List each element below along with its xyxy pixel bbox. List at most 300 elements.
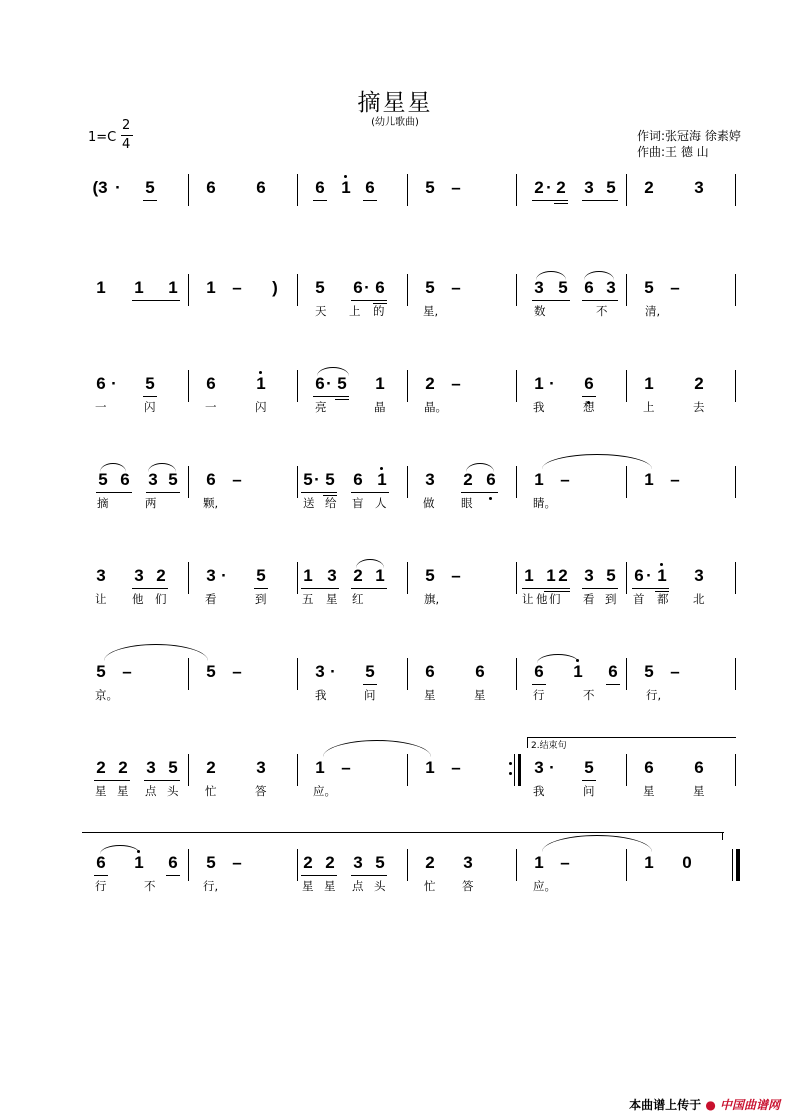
high-octave-dot [137,850,140,853]
barline [516,658,517,690]
note: 5 [558,278,568,297]
note: 1 [303,566,313,585]
lyric: 京。 [95,688,118,702]
lyric: 五 [302,592,314,606]
note: 1 [534,374,544,393]
lyric: 问 [583,784,595,798]
beam [582,300,618,301]
lyric: 让 [522,592,534,606]
barline [407,562,408,594]
time-signature-line [121,135,133,136]
repeat-barline [518,754,521,786]
lyric: 我 [533,400,545,414]
lyric: 行 [95,879,107,893]
note: 6 [534,662,544,681]
high-octave-dot [344,175,347,178]
barline [516,174,517,206]
note: 6 [96,853,106,872]
beam [606,684,620,685]
note: 5 [256,566,266,585]
lyric: 答 [462,879,474,893]
beam [254,588,268,589]
barline [188,274,189,306]
lyric: 忙 [205,784,217,798]
lyric: 星 [95,784,107,798]
song-title: 摘星星 [357,90,433,116]
note: 5 [168,758,178,777]
note: 5 [145,178,155,197]
note: 6 [353,470,363,489]
beam [143,200,157,201]
note-dot: · [646,566,652,585]
lyric: 眼 [461,496,473,510]
note: 6 [353,278,363,297]
lyric: 星, [423,304,439,318]
note: 6 [584,374,594,393]
lyric: 行, [646,688,662,702]
beam [351,492,389,493]
note: 3 [584,178,594,197]
beam [335,399,349,400]
lyric: 盲 [352,496,364,510]
note: 1 [206,278,216,297]
note: 5 [145,374,155,393]
note: 6 [315,374,325,393]
lyric: 清, [645,304,661,318]
note: 1 [534,853,544,872]
note-dot: · [111,374,117,393]
lyric: 不 [144,879,156,893]
dash: – [232,662,242,681]
lyric: 星 [324,879,336,893]
barline [297,466,298,498]
tie [542,835,652,852]
barline [514,754,515,786]
beam [301,875,337,876]
note: 2 [558,566,568,585]
lyric: 晶。 [424,400,447,414]
note: 6 [694,758,704,777]
note: 6 [608,662,618,681]
beam [461,492,498,493]
note: 2 [644,178,654,197]
time-signature-numerator: 2 [122,118,131,133]
note: 1 [644,853,654,872]
rest: 0 [682,853,692,872]
lyric: 我 [533,784,545,798]
lyric: 应。 [313,784,336,798]
note-dot: · [115,178,121,197]
lyric: 晶 [374,400,386,414]
barline [735,658,736,690]
note: 5 [606,178,616,197]
dash: – [451,566,461,585]
note: 5 [644,662,654,681]
beam [351,875,387,876]
lyric: 红 [352,592,364,606]
lyric: 应。 [533,879,556,893]
note: 1 [534,470,544,489]
note: (3 [92,178,108,197]
lyric: 他 [536,592,548,606]
final-barline-thin [732,849,733,881]
beam [582,200,618,201]
note: 5 [206,853,216,872]
dash: – [451,278,461,297]
note-dot: · [330,662,336,681]
lyric: 首 [633,592,645,606]
note: 2 [96,758,106,777]
note-dot: · [314,470,320,489]
high-octave-dot [660,563,663,566]
note: 3 [534,758,544,777]
lyric: 行, [203,879,219,893]
note-dot: · [364,278,370,297]
note: 5 [644,278,654,297]
beam [632,588,669,589]
barline [297,562,298,594]
barline [188,658,189,690]
note: 1 [375,374,385,393]
note: 5 [425,278,435,297]
beam [532,200,568,201]
dash: – [670,662,680,681]
beam [522,588,570,589]
footer-prefix: 本曲谱上传于 [629,1098,702,1112]
note: 6 [120,470,130,489]
note: 2 [463,470,473,489]
note: 6 [315,178,325,197]
beam [554,203,568,204]
dash: – [670,278,680,297]
note: 3 [584,566,594,585]
lyric: 不 [596,304,608,318]
lyric: 让 [95,592,107,606]
beam [313,200,327,201]
low-octave-dot [489,497,492,500]
key-signature: 1=C [88,130,117,145]
note: 1 [134,278,144,297]
note: 1 [657,566,667,585]
dash: – [560,470,570,489]
note: 3 [606,278,616,297]
beam [132,588,168,589]
note-dot: · [326,374,332,393]
note: 2 [425,853,435,872]
time-signature-denominator: 4 [122,137,131,152]
lyric: 北 [693,592,705,606]
beam [582,588,618,589]
note-dot: · [549,758,555,777]
lyricist-credit: 作词:张冠海 徐素婷 [637,129,741,143]
barline [626,174,627,206]
lyric: 一 [95,400,107,414]
barline [626,562,627,594]
lyric: 们 [549,592,561,606]
lyric: 去 [693,400,705,414]
note: 6 [256,178,266,197]
footer-brand[interactable]: 中国曲谱网 [719,1098,780,1112]
note: 1 [644,470,654,489]
ending-label: 2.结束句 [531,741,567,751]
lyric: 点 [352,879,364,893]
note: 6 [206,470,216,489]
barline [188,466,189,498]
high-octave-dot [576,659,579,662]
lyric: 行 [533,688,545,702]
dash: – [451,758,461,777]
beam [132,300,180,301]
section-line-tick [722,832,723,840]
note: 1 [96,278,106,297]
note: 5 [365,662,375,681]
barline [407,849,408,881]
barline [297,849,298,881]
barline [735,754,736,786]
lyric: 星 [326,592,338,606]
lyric: 问 [364,688,376,702]
note: 6 [634,566,644,585]
note: 1 [341,178,351,197]
lyric: 摘 [97,496,109,510]
beam [363,684,377,685]
lyric: 送 [303,496,315,510]
upload-footer [629,1096,780,1113]
note: 3 [463,853,473,872]
lyric: 星 [424,688,436,702]
beam [146,492,180,493]
barline [297,370,298,402]
high-octave-dot [380,467,383,470]
lyric: 看 [205,592,217,606]
tie [323,740,431,757]
note: 5 [425,566,435,585]
barline [516,849,517,881]
note: 2 [556,178,566,197]
dash: – [232,853,242,872]
note: 5 [206,662,216,681]
note: 5 [303,470,313,489]
note: 2 [325,853,335,872]
barline [188,562,189,594]
tie [542,454,652,469]
repeat-dot [509,762,512,765]
lyric: 颗, [203,496,219,510]
note: 3 [315,662,325,681]
barline [407,370,408,402]
logo-icon: ● [705,1098,716,1112]
final-barline-thick [736,849,740,881]
note: 1 [134,853,144,872]
dash: – [560,853,570,872]
note: 2 [353,566,363,585]
note: 2 [303,853,313,872]
lyric: 想 [583,400,595,414]
note: 3 [146,758,156,777]
lyric: 看 [583,592,595,606]
beam [532,684,546,685]
barline [516,562,517,594]
note: 6 [206,374,216,393]
beam [351,300,387,301]
note: 2 [534,178,544,197]
beam [351,588,387,589]
barline [735,174,736,206]
barline [735,370,736,402]
barline [626,370,627,402]
barline [297,274,298,306]
note: 3 [353,853,363,872]
beam [143,396,157,397]
barline [407,466,408,498]
lyric: 上 [349,304,361,318]
repeat-dot [509,772,512,775]
note: 6 [475,662,485,681]
note: 6 [375,278,385,297]
lyric: 的 [373,304,385,318]
note: 6 [206,178,216,197]
lyric: 们 [155,592,167,606]
note: 5 [315,278,325,297]
lyric: 到 [605,592,617,606]
barline [407,174,408,206]
note: 2 [156,566,166,585]
section-line [82,832,724,833]
lyric: 星 [643,784,655,798]
beam [144,780,180,781]
note: 2 [118,758,128,777]
barline [516,370,517,402]
note: 3 [694,566,704,585]
note: 1 [256,374,266,393]
lyric: 点 [145,784,157,798]
lyric: 头 [167,784,179,798]
barline [407,754,408,786]
beam [301,492,337,493]
note: 5 [96,662,106,681]
close-paren: ) [272,278,278,297]
lyric: 天 [315,304,327,318]
note: 3 [694,178,704,197]
barline [735,562,736,594]
beam [532,300,570,301]
note: 5 [606,566,616,585]
note: 6 [425,662,435,681]
beam [166,875,180,876]
note: 3 [327,566,337,585]
lyric: 亮 [315,400,327,414]
beam [94,875,108,876]
barline [516,466,517,498]
note: 5 [425,178,435,197]
lyric: 闪 [255,400,267,414]
note: 3 [425,470,435,489]
lyric: 星 [302,879,314,893]
barline [188,849,189,881]
note: 1 [524,566,534,585]
note-dot: · [549,374,555,393]
barline [626,274,627,306]
note: 5 [168,470,178,489]
note: 3 [206,566,216,585]
note: 1 [573,662,583,681]
lyric: 星 [693,784,705,798]
barline [735,274,736,306]
beam [363,200,377,201]
lyric: 上 [643,400,655,414]
dash: – [122,662,132,681]
barline [626,849,627,881]
note: 6 [486,470,496,489]
lyric: 数 [534,304,546,318]
lyric: 星 [474,688,486,702]
note: 6 [365,178,375,197]
lyric: 旗, [424,592,440,606]
lyric: 不 [583,688,595,702]
note: 3 [148,470,158,489]
lyric: 一 [205,400,217,414]
lyric: 到 [255,592,267,606]
barline [626,466,627,498]
note: 5 [337,374,347,393]
barline [297,658,298,690]
beam [582,396,596,397]
note: 3 [534,278,544,297]
dash: – [670,470,680,489]
barline [735,466,736,498]
tie [104,644,208,661]
dash: – [232,470,242,489]
note: 2 [694,374,704,393]
barline [407,274,408,306]
lyric: 他 [132,592,144,606]
barline [626,658,627,690]
beam [313,396,349,397]
note: 1 [377,470,387,489]
barline [297,754,298,786]
barline [188,174,189,206]
note: 3 [256,758,266,777]
lyric: 人 [375,496,387,510]
dash: – [232,278,242,297]
lyric: 忙 [424,879,436,893]
note: 6 [584,278,594,297]
dash: – [451,374,461,393]
note: 6 [644,758,654,777]
barline [516,274,517,306]
note: 5 [325,470,335,489]
barline [407,658,408,690]
note: 3 [134,566,144,585]
note: 6 [168,853,178,872]
note-dot: · [221,566,227,585]
note: 5 [98,470,108,489]
dash: – [451,178,461,197]
beam [582,780,596,781]
note: 1 [644,374,654,393]
note: 1 [375,566,385,585]
note: 2 [206,758,216,777]
lyric: 两 [145,496,157,510]
barline [297,174,298,206]
lyric: 都 [657,592,669,606]
note: 3 [96,566,106,585]
note: 1 [168,278,178,297]
note: 1 [425,758,435,777]
barline [188,754,189,786]
barline [188,370,189,402]
lyric: 答 [255,784,267,798]
